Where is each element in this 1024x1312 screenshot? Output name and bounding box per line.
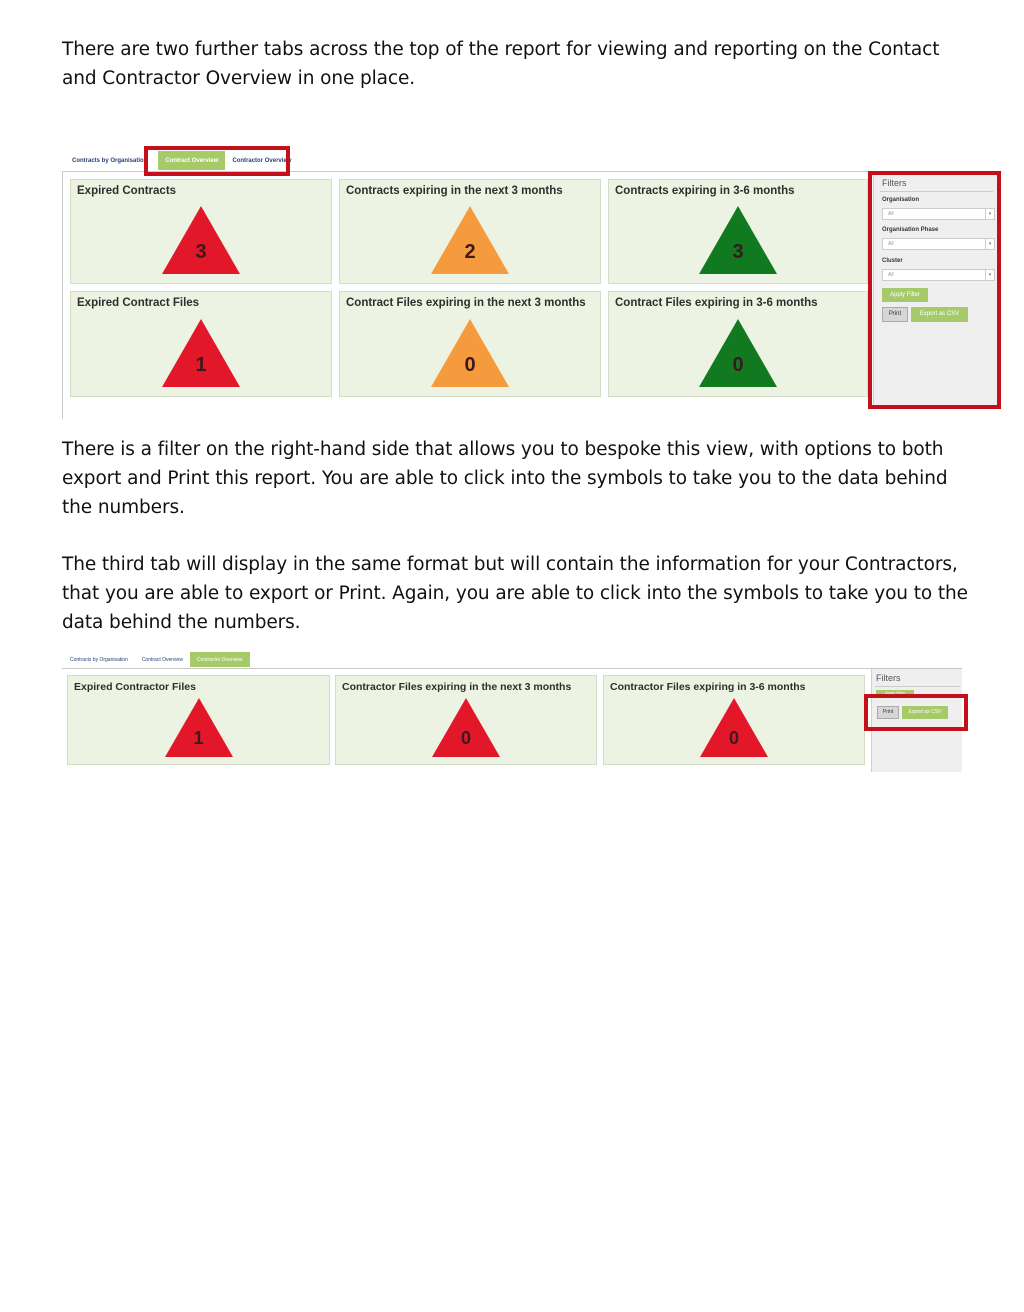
cluster-select-value: All bbox=[888, 272, 894, 278]
tile-contract-files-next-3-months[interactable] bbox=[339, 291, 601, 397]
third-tab-paragraph: The third tab will display in the same format but will contain the information for your Contractors, that you are able to export or Print. Again, you are able to click into the symbols to take you to the data behind the numbers. bbox=[62, 554, 968, 633]
tile-count: 0 bbox=[732, 354, 744, 376]
filters-heading: Filters bbox=[876, 673, 901, 683]
cluster-label: Cluster bbox=[882, 258, 903, 264]
export-csv-button[interactable]: Export as CSV bbox=[902, 706, 948, 719]
export-csv-button[interactable]: Export as CSV bbox=[911, 307, 968, 322]
tab-contractor-overview[interactable]: Contractor Overview bbox=[225, 151, 298, 170]
tile-count: 0 bbox=[460, 728, 471, 748]
highlight-export-box bbox=[864, 694, 968, 731]
left-border-line bbox=[62, 171, 63, 419]
print-button[interactable]: Print bbox=[877, 706, 899, 719]
tile-title: Contractor Files expiring in 3-6 months bbox=[610, 681, 806, 693]
tab-contract-overview[interactable]: Contract Overview bbox=[158, 151, 225, 170]
tab-contracts-by-organisation[interactable]: Contracts by Organisation bbox=[63, 652, 135, 667]
chevron-down-icon: ▾ bbox=[985, 270, 994, 280]
tile-count: 0 bbox=[464, 354, 476, 376]
tile-count: 3 bbox=[732, 241, 744, 263]
tile-title: Contracts expiring in 3-6 months bbox=[615, 185, 795, 197]
organisation-label: Organisation bbox=[882, 197, 920, 203]
tile-expired-contractor-files[interactable] bbox=[67, 675, 330, 765]
tile-title: Contracts expiring in the next 3 months bbox=[346, 185, 563, 197]
tile-contract-files-3-6-months[interactable] bbox=[608, 291, 868, 397]
organisation-select-value: All bbox=[888, 211, 894, 217]
organisation-phase-label: Organisation Phase bbox=[882, 227, 939, 233]
tab-contracts-by-organisation[interactable]: Contracts by Organisation bbox=[65, 151, 154, 170]
filters-divider bbox=[875, 686, 960, 687]
tile-title: Expired Contract Files bbox=[77, 297, 200, 309]
chevron-down-icon: ▾ bbox=[985, 239, 994, 249]
tile-contractor-files-3-6-months[interactable] bbox=[603, 675, 865, 765]
filters-heading: Filters bbox=[882, 178, 907, 188]
tile-count: 1 bbox=[195, 354, 207, 376]
tile-expired-contracts[interactable] bbox=[70, 179, 332, 284]
tile-contracts-3-6-months[interactable] bbox=[608, 179, 868, 284]
filter-paragraph: There is a filter on the right-hand side that allows you to bespoke this view, with options to both export and Print this report. You are able to click into the symbols to take you to the data behind the numbers. bbox=[62, 439, 948, 518]
tile-title: Contract Files expiring in the next 3 months bbox=[346, 297, 586, 309]
organisation-phase-select-value: All bbox=[888, 241, 894, 247]
intro-paragraph: There are two further tabs across the top of the report for viewing and reporting on the Contact and Contractor Overview in one place. bbox=[62, 39, 940, 89]
tile-count: 1 bbox=[193, 728, 204, 748]
tile-expired-contract-files[interactable] bbox=[70, 291, 332, 397]
report-tab-bar bbox=[63, 652, 250, 667]
contract-overview-screenshot bbox=[62, 151, 1002, 419]
tile-count: 0 bbox=[728, 728, 739, 748]
highlight-tabs-box bbox=[144, 146, 290, 176]
tile-title: Contract Files expiring in 3-6 months bbox=[615, 297, 818, 309]
chevron-down-icon: ▾ bbox=[985, 209, 994, 219]
tile-contractor-files-next-3-months[interactable] bbox=[335, 675, 597, 765]
tile-title: Expired Contracts bbox=[77, 185, 177, 197]
tile-title: Expired Contractor Files bbox=[74, 681, 196, 693]
highlight-filters-box bbox=[868, 171, 1001, 409]
tile-contracts-next-3-months[interactable] bbox=[339, 179, 601, 284]
tab-contractor-overview[interactable]: Contractor Overview bbox=[190, 652, 250, 667]
apply-filter-button[interactable]: Apply Filter bbox=[882, 288, 928, 302]
print-button[interactable]: Print bbox=[882, 307, 908, 322]
contractor-overview-screenshot bbox=[62, 652, 968, 774]
tab-contract-overview[interactable]: Contract Overview bbox=[135, 652, 190, 667]
tile-count: 2 bbox=[464, 241, 476, 263]
tile-title: Contractor Files expiring in the next 3 months bbox=[342, 681, 572, 693]
tile-count: 3 bbox=[195, 241, 207, 263]
apply-filter-button[interactable]: Apply Filter bbox=[876, 690, 914, 696]
